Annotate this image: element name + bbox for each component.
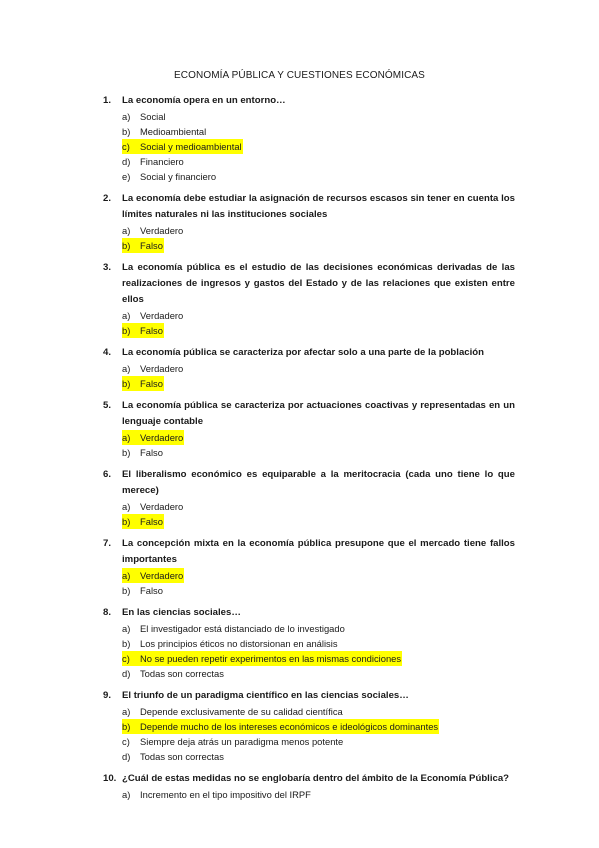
question-text: ¿Cuál de estas medidas no se englobaría dentro del ámbito de la Economía Pública? (122, 773, 510, 784)
answer-option (122, 308, 515, 323)
answer-option-highlighted (122, 323, 515, 338)
option-text: Verdadero (140, 310, 184, 321)
option-letter: a) (122, 623, 131, 634)
question-header (103, 345, 515, 361)
question-text: La economía pública se caracteriza por actuaciones coactivas y representadas en un lenguaje contable (122, 400, 515, 427)
option-letter: a) (122, 225, 131, 236)
question-item (103, 260, 515, 338)
option-text: Social y medioambiental (140, 141, 242, 152)
option-letter: a) (122, 706, 131, 717)
option-letter: d) (122, 156, 131, 167)
answer-option (122, 361, 515, 376)
answer-option (122, 223, 515, 238)
option-text: Social y financiero (140, 171, 217, 182)
option-letter: a) (122, 111, 131, 122)
question-item (103, 345, 515, 391)
answer-option (122, 704, 515, 719)
option-text: Verdadero (140, 225, 184, 236)
question-number: 1. (103, 95, 112, 106)
option-letter: b) (122, 323, 140, 338)
answer-option-highlighted (122, 651, 515, 666)
answer-option (122, 749, 515, 764)
answer-option-highlighted (122, 430, 515, 445)
question-text: La economía pública se caracteriza por afectar solo a una parte de la población (122, 347, 485, 358)
answer-option (122, 787, 515, 802)
option-text: Incremento en el tipo impositivo del IRPF (140, 789, 311, 800)
question-item (103, 93, 515, 184)
option-letter: c) (122, 736, 130, 747)
answer-option-highlighted (122, 514, 515, 529)
answer-option (122, 499, 515, 514)
option-letter: d) (122, 668, 131, 679)
question-text: La economía opera en un entorno… (122, 95, 286, 106)
answer-option (122, 666, 515, 681)
answer-option (122, 109, 515, 124)
option-text: Verdadero (140, 363, 184, 374)
option-letter: a) (122, 430, 140, 445)
option-letter: a) (122, 363, 131, 374)
answer-option-highlighted (122, 568, 515, 583)
option-text: Falso (140, 240, 163, 251)
option-letter: b) (122, 447, 131, 458)
option-text: Verdadero (140, 570, 184, 581)
option-text: Falso (140, 378, 163, 389)
question-item (103, 688, 515, 764)
question-number: 3. (103, 262, 112, 273)
answer-option (122, 169, 515, 184)
answer-option-highlighted (122, 238, 515, 253)
option-letter: a) (122, 568, 140, 583)
question-header (103, 688, 515, 704)
question-text: La economía debe estudiar la asignación de recursos escasos sin tener en cuenta los límites naturales ni las instituciones sociales (122, 193, 515, 220)
question-header (103, 260, 515, 308)
question-text: El triunfo de un paradigma científico en las ciencias sociales… (122, 690, 409, 701)
question-item (103, 605, 515, 681)
question-number: 7. (103, 538, 112, 549)
question-number: 8. (103, 607, 112, 618)
question-header (103, 467, 515, 499)
option-letter: a) (122, 789, 131, 800)
question-list (103, 93, 515, 809)
answer-option-highlighted (122, 719, 515, 734)
option-text: No se pueden repetir experimentos en las mismas condiciones (140, 653, 402, 664)
option-text: Financiero (140, 156, 184, 167)
option-letter: a) (122, 501, 131, 512)
question-text: La economía pública es el estudio de las decisiones económicas derivadas de las realizaciones de ingresos y gastos del Estado y de las relaciones que existen entre ellos (122, 262, 515, 305)
option-letter: e) (122, 171, 131, 182)
answer-option (122, 621, 515, 636)
question-header (103, 771, 515, 787)
question-number: 6. (103, 469, 112, 480)
question-number: 4. (103, 347, 112, 358)
question-header (103, 605, 515, 621)
option-letter: b) (122, 719, 140, 734)
question-item (103, 467, 515, 529)
option-text: Verdadero (140, 432, 184, 443)
answer-option (122, 636, 515, 651)
option-letter: a) (122, 310, 131, 321)
answer-option-highlighted (122, 139, 515, 154)
option-text: Siempre deja atrás un paradigma menos potente (140, 736, 344, 747)
question-text: El liberalismo económico es equiparable a la meritocracia (cada uno tiene lo que merece) (122, 469, 515, 496)
question-text: En las ciencias sociales… (122, 607, 241, 618)
answer-option (122, 124, 515, 139)
option-text: Verdadero (140, 501, 184, 512)
answer-option (122, 734, 515, 749)
option-text: Todas son correctas (140, 668, 224, 679)
question-header (103, 93, 515, 109)
question-number: 2. (103, 193, 112, 204)
option-text: Falso (140, 585, 163, 596)
option-text: Social (140, 111, 166, 122)
option-letter: b) (122, 126, 131, 137)
answer-option (122, 583, 515, 598)
question-item (103, 771, 515, 802)
answer-option-highlighted (122, 376, 515, 391)
option-letter: b) (122, 638, 131, 649)
option-text: El investigador está distanciado de lo investigado (140, 623, 345, 634)
question-number: 10. (103, 773, 117, 784)
option-text: Falso (140, 447, 163, 458)
option-letter: b) (122, 238, 140, 253)
option-letter: c) (122, 651, 140, 666)
question-header (103, 191, 515, 223)
question-item (103, 191, 515, 253)
question-text: La concepción mixta en la economía pública presupone que el mercado tiene fallos importantes (122, 538, 515, 565)
option-letter: b) (122, 514, 140, 529)
question-item (103, 536, 515, 598)
option-text: Los principios éticos no distorsionan en análisis (140, 638, 338, 649)
option-text: Depende exclusivamente de su calidad científica (140, 706, 343, 717)
option-letter: b) (122, 585, 131, 596)
option-text: Falso (140, 516, 163, 527)
option-letter: b) (122, 376, 140, 391)
option-text: Depende mucho de los intereses económicos e ideológicos dominantes (140, 721, 439, 732)
question-item (103, 398, 515, 460)
answer-option (122, 154, 515, 169)
question-number: 5. (103, 400, 112, 411)
option-text: Medioambiental (140, 126, 207, 137)
question-header (103, 398, 515, 430)
question-number: 9. (103, 690, 112, 701)
option-letter: c) (122, 139, 140, 154)
document-title: ECONOMÍA PÚBLICA Y CUESTIONES ECONÓMICAS (174, 70, 425, 81)
answer-option (122, 445, 515, 460)
option-text: Todas son correctas (140, 751, 224, 762)
option-letter: d) (122, 751, 131, 762)
question-header (103, 536, 515, 568)
option-text: Falso (140, 325, 163, 336)
